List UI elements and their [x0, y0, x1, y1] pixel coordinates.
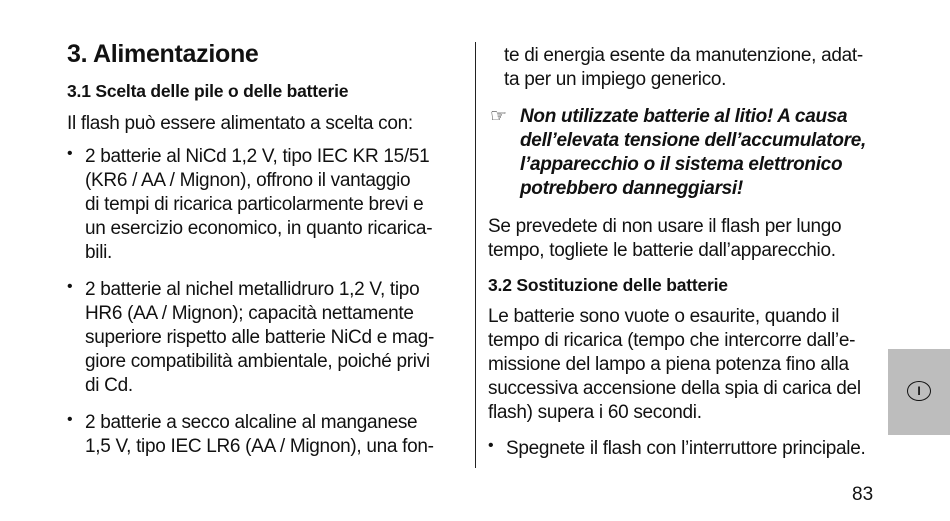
warning-note [490, 105, 866, 201]
text-line: tempo, togliete le batterie dall’apparecchio. [488, 240, 836, 261]
bullet-line: 2 batterie al nichel metallidruro 1,2 V, tipo [85, 279, 420, 300]
bullet-line: 2 batterie al NiCd 1,2 V, tipo IEC KR 15/51 [85, 146, 430, 167]
bullet-line: di Cd. [85, 375, 133, 396]
list-item [488, 437, 865, 461]
text-line: flash) supera i 60 secondi. [488, 402, 702, 423]
text-line: Se prevedete di non usare il flash per lungo [488, 216, 842, 237]
replacement-text [488, 305, 861, 425]
bullet-dot: • [488, 437, 494, 454]
text-line: successiva accensione della spia di carica del [488, 378, 861, 399]
bullet-dot: • [67, 278, 73, 295]
page-number: 83 [852, 484, 874, 505]
continuation-text [504, 44, 863, 92]
text-line: te di energia esente da manutenzione, adat- [504, 45, 863, 66]
list-item [67, 278, 434, 398]
text-line: tempo di ricarica (tempo che intercorre dall’e- [488, 330, 856, 351]
bullet-line: un esercizio economico, in quanto ricarica- [85, 218, 433, 239]
pointing-hand-icon: ☞ [490, 106, 508, 127]
warning-line: potrebbero danneggiarsi! [520, 178, 743, 199]
list-item [67, 145, 432, 265]
bullet-line: HR6 (AA / Mignon); capacità nettamente [85, 303, 414, 324]
warning-line: dell’elevata tensione dell’accumulatore, [520, 130, 866, 151]
bullet-dot: • [67, 411, 73, 428]
bullet-line: Spegnete il flash con l’interruttore principale. [506, 438, 866, 459]
bullet-line: superiore rispetto alle batterie NiCd e mag- [85, 327, 435, 348]
column-divider [475, 42, 476, 468]
language-badge: I [907, 381, 931, 401]
bullet-line: (KR6 / AA / Mignon), offrono il vantaggio [85, 170, 411, 191]
text-line: ta per un impiego generico. [504, 69, 727, 90]
bullet-line: 2 batterie a secco alcaline al manganese [85, 412, 418, 433]
page-title: 3. Alimentazione [67, 40, 259, 68]
section-3-2-title: 3.2 Sostituzione delle batterie [488, 275, 728, 295]
bullet-line: bili. [85, 242, 113, 263]
warning-line: l’apparecchio o il sistema elettronico [520, 154, 843, 175]
bullet-line: di tempi di ricarica particolarmente brevi e [85, 194, 424, 215]
section-3-1-title: 3.1 Scelta delle pile o delle batterie [67, 81, 349, 101]
list-item [67, 411, 434, 459]
bullet-line: 1,5 V, tipo IEC LR6 (AA / Mignon), una fon- [85, 436, 434, 457]
storage-note [488, 215, 841, 263]
bullet-line: giore compatibilità ambientale, poiché privi [85, 351, 430, 372]
language-tab [888, 349, 950, 435]
text-line: Le batterie sono vuote o esaurite, quando il [488, 306, 840, 327]
warning-line: Non utilizzate batterie al litio! A causa [520, 106, 848, 127]
intro-text: Il flash può essere alimentato a scelta con: [67, 113, 413, 134]
bullet-dot: • [67, 145, 73, 162]
text-line: missione del lampo a piena potenza fino alla [488, 354, 849, 375]
